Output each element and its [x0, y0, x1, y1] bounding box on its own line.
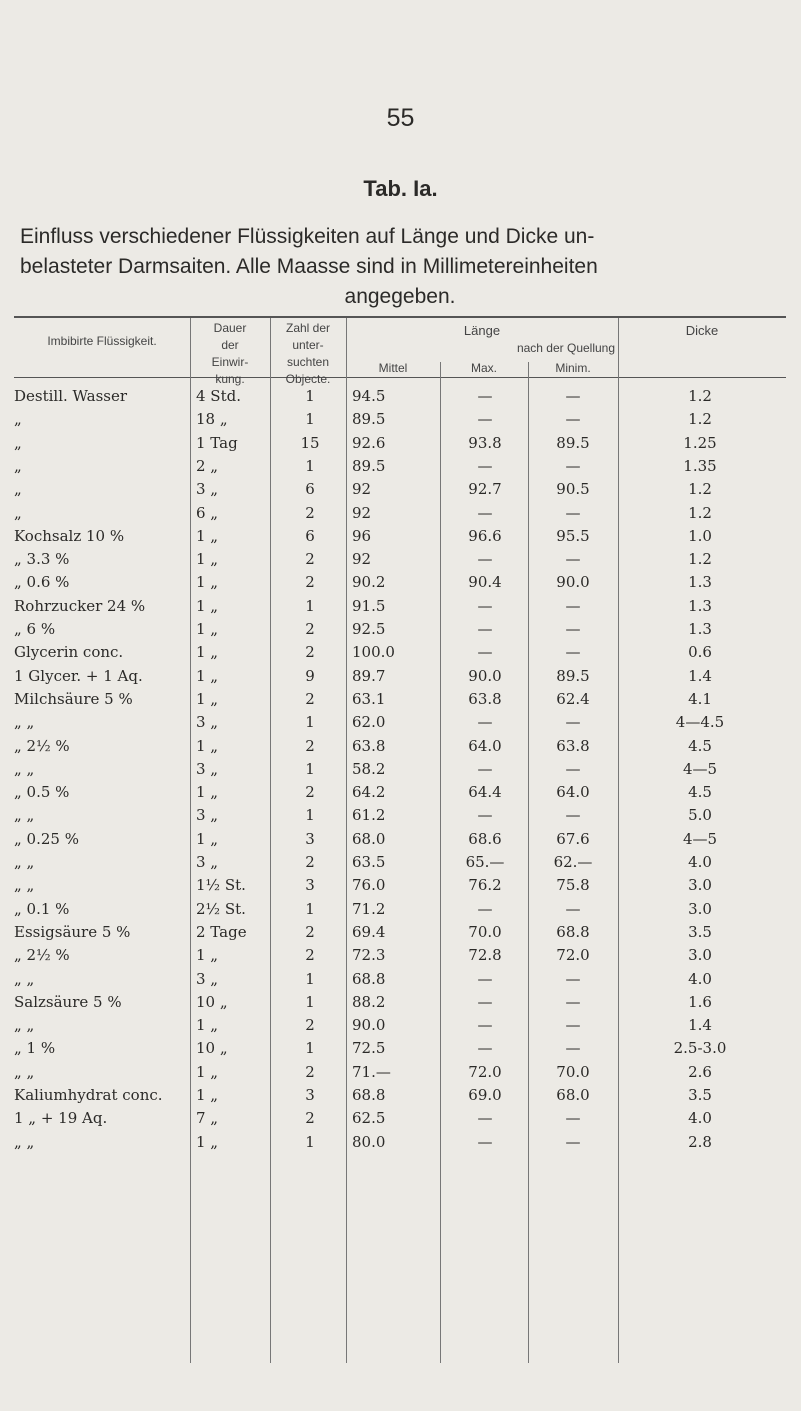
- cell-mean: 64.2: [352, 783, 386, 802]
- cell-count: 9: [305, 666, 315, 685]
- cell-max: 92.7: [468, 480, 502, 499]
- cell-count: 1: [305, 713, 315, 732]
- cell-thickness: 1.2: [688, 503, 712, 522]
- cell-fluid: Kochsalz 10 %: [14, 526, 125, 545]
- cell-duration: 1 „: [196, 1132, 219, 1151]
- header-mean: Mittel: [378, 361, 408, 375]
- cell-thickness: 4.5: [688, 783, 712, 802]
- cell-fluid: Rohrzucker 24 %: [14, 596, 146, 615]
- table-row: [0, 923, 801, 945]
- cell-thickness: 4—5: [682, 759, 718, 778]
- cell-max: —: [477, 456, 493, 475]
- cell-mean: 62.5: [352, 1109, 386, 1128]
- cell-fluid: „ 2½ %: [14, 946, 70, 965]
- cell-mean: 69.4: [352, 922, 386, 941]
- cell-duration: 1 „: [196, 946, 219, 965]
- cell-thickness: 3.0: [688, 899, 712, 918]
- header-min: Minim.: [555, 361, 591, 375]
- table-row: [0, 737, 801, 759]
- cell-min: 63.8: [556, 736, 590, 755]
- cell-min: —: [565, 969, 581, 988]
- cell-duration: 1 Tag: [196, 433, 238, 452]
- table-row: [0, 480, 801, 502]
- cell-max: 76.2: [468, 876, 502, 895]
- cell-count: 2: [305, 922, 315, 941]
- cell-fluid: 1 „ + 19 Aq.: [14, 1109, 108, 1128]
- cell-min: 90.5: [556, 480, 590, 499]
- cell-fluid: „ „: [14, 969, 35, 988]
- cell-mean: 76.0: [352, 876, 386, 895]
- cell-fluid: „ 0.1 %: [14, 899, 70, 918]
- cell-duration: 3 „: [196, 853, 219, 871]
- cell-min: —: [565, 456, 581, 475]
- header-count: [270, 320, 346, 388]
- cell-min: 72.0: [556, 946, 590, 965]
- cell-duration: 3 „: [196, 759, 219, 778]
- cell-fluid: „ 6 %: [14, 620, 56, 638]
- cell-count: 2: [305, 946, 315, 965]
- table-row: [0, 434, 801, 456]
- header-count-line: Objecte.: [285, 372, 331, 386]
- cell-thickness: 1.4: [688, 666, 712, 685]
- cell-count: 1: [305, 899, 315, 918]
- cell-mean: 92: [352, 503, 372, 522]
- cell-mean: 71.—: [352, 1062, 391, 1081]
- table-row: [0, 690, 801, 712]
- cell-min: —: [565, 899, 581, 918]
- cell-min: 89.5: [556, 666, 590, 685]
- table-row: [0, 1109, 801, 1131]
- cell-duration: 1 „: [196, 666, 219, 685]
- cell-fluid: Essigsäure 5 %: [14, 922, 131, 941]
- cell-count: 1: [305, 992, 315, 1011]
- cell-max: —: [477, 387, 493, 405]
- cell-mean: 88.2: [352, 992, 386, 1011]
- cell-count: 1: [305, 1039, 315, 1058]
- cell-duration: 10 „: [196, 1039, 228, 1058]
- cell-max: 72.0: [468, 1062, 502, 1081]
- cell-mean: 92.6: [352, 433, 386, 452]
- cell-fluid: Destill. Wasser: [14, 387, 128, 405]
- cell-duration: 1 „: [196, 783, 219, 802]
- cell-mean: 72.5: [352, 1039, 386, 1058]
- header-length: Länge: [463, 323, 501, 338]
- cell-min: 75.8: [556, 876, 590, 895]
- cell-thickness: 3.5: [688, 922, 712, 941]
- table-title: Tab. Ia.: [363, 176, 438, 201]
- cell-thickness: 3.5: [688, 1086, 712, 1104]
- cell-fluid: „ 1 %: [14, 1039, 56, 1058]
- cell-count: 2: [305, 620, 315, 638]
- cell-min: 62.4: [556, 689, 590, 708]
- cell-min: —: [565, 620, 581, 638]
- cell-max: —: [477, 550, 493, 569]
- table-row: [0, 550, 801, 572]
- header-count-line: Zahl der: [285, 321, 331, 335]
- cell-fluid: „ 0.5 %: [14, 783, 70, 802]
- cell-count: 1: [305, 1132, 315, 1151]
- cell-fluid: Glycerin conc.: [14, 643, 124, 662]
- cell-max: —: [477, 620, 493, 638]
- cell-min: 90.0: [556, 573, 590, 592]
- cell-fluid: „ 2½ %: [14, 736, 70, 755]
- cell-duration: 3 „: [196, 713, 219, 732]
- cell-min: —: [565, 503, 581, 522]
- cell-count: 2: [305, 689, 315, 708]
- table-row: [0, 527, 801, 549]
- cell-count: 15: [300, 433, 320, 452]
- cell-duration: 1 „: [196, 550, 219, 569]
- cell-max: —: [477, 1109, 493, 1128]
- cell-min: —: [565, 643, 581, 662]
- cell-duration: 7 „: [196, 1109, 219, 1128]
- cell-max: —: [477, 1039, 493, 1058]
- cell-min: 89.5: [556, 433, 590, 452]
- cell-count: 2: [305, 503, 315, 522]
- header-after-swelling: nach der Quellung: [516, 341, 616, 355]
- cell-max: 69.0: [468, 1086, 502, 1104]
- table-row: [0, 573, 801, 595]
- cell-count: 3: [305, 829, 315, 848]
- cell-fluid: „ „: [14, 759, 35, 778]
- cell-mean: 92.5: [352, 620, 386, 638]
- cell-min: —: [565, 806, 581, 825]
- cell-mean: 68.0: [352, 829, 386, 848]
- cell-fluid: „ „: [14, 713, 35, 732]
- cell-count: 1: [305, 456, 315, 475]
- header-duration-line: kung.: [215, 372, 245, 386]
- cell-min: 64.0: [556, 783, 590, 802]
- table-row: [0, 457, 801, 479]
- cell-thickness: 5.0: [688, 806, 712, 825]
- cell-mean: 68.8: [352, 1086, 386, 1104]
- cell-fluid: „ 0.6 %: [14, 573, 70, 592]
- cell-duration: 1 „: [196, 526, 219, 545]
- cell-thickness: 1.35: [683, 456, 717, 475]
- cell-mean: 63.5: [352, 853, 386, 871]
- table-row: [0, 504, 801, 526]
- cell-mean: 61.2: [352, 806, 386, 825]
- cell-thickness: 3.0: [688, 876, 712, 895]
- cell-thickness: 1.2: [688, 550, 712, 569]
- cell-fluid: „: [14, 456, 22, 475]
- cell-duration: 2 Tage: [196, 922, 247, 941]
- cell-duration: 1 „: [196, 620, 219, 638]
- cell-mean: 58.2: [352, 759, 386, 778]
- cell-thickness: 1.3: [688, 573, 712, 592]
- cell-max: —: [477, 410, 493, 429]
- cell-duration: 2 „: [196, 456, 219, 475]
- cell-mean: 62.0: [352, 713, 386, 732]
- cell-thickness: 0.6: [688, 643, 712, 662]
- cell-thickness: 1.2: [688, 480, 712, 499]
- cell-duration: 1 „: [196, 1016, 219, 1035]
- cell-thickness: 4.0: [688, 853, 712, 871]
- table-row: [0, 1086, 801, 1108]
- table-row: [0, 900, 801, 922]
- cell-duration: 18 „: [196, 410, 228, 429]
- cell-count: 2: [305, 1016, 315, 1035]
- header-count-line: unter-: [292, 338, 324, 352]
- table-row: [0, 760, 801, 782]
- cell-min: —: [565, 1016, 581, 1035]
- cell-max: 64.0: [468, 736, 502, 755]
- cell-duration: 1 „: [196, 596, 219, 615]
- cell-min: 70.0: [556, 1062, 590, 1081]
- cell-duration: 1 „: [196, 689, 219, 708]
- cell-max: 96.6: [468, 526, 502, 545]
- table-row: [0, 643, 801, 665]
- cell-thickness: 1.6: [688, 992, 712, 1011]
- cell-max: 72.8: [468, 946, 502, 965]
- cell-duration: 1 „: [196, 736, 219, 755]
- cell-fluid: „ „: [14, 1016, 35, 1035]
- cell-max: —: [477, 1016, 493, 1035]
- cell-fluid: „ „: [14, 1062, 35, 1081]
- cell-duration: 10 „: [196, 992, 228, 1011]
- table-row: [0, 783, 801, 805]
- table-row: [0, 970, 801, 992]
- cell-mean: 90.2: [352, 573, 386, 592]
- cell-fluid: „ 3.3 %: [14, 550, 70, 569]
- cell-thickness: 1.3: [688, 620, 712, 638]
- cell-count: 1: [305, 410, 315, 429]
- table-row: [0, 993, 801, 1015]
- cell-thickness: 1.0: [688, 526, 712, 545]
- page-number: 55: [386, 104, 415, 132]
- cell-min: —: [565, 596, 581, 615]
- header-duration-line: Dauer: [213, 321, 247, 335]
- cell-fluid: „ „: [14, 806, 35, 825]
- cell-duration: 3 „: [196, 480, 219, 499]
- cell-count: 1: [305, 759, 315, 778]
- cell-fluid: „: [14, 410, 22, 429]
- caption-line-1: Einfluss verschiedener Flüssigkeiten auf Länge und Dicke un-: [20, 225, 595, 248]
- cell-min: 62.—: [553, 853, 593, 871]
- cell-thickness: 1.4: [688, 1016, 712, 1035]
- cell-min: —: [565, 713, 581, 732]
- cell-max: —: [477, 969, 493, 988]
- table-caption: [20, 222, 780, 312]
- cell-max: —: [477, 503, 493, 522]
- cell-min: 95.5: [556, 526, 590, 545]
- cell-count: 2: [305, 853, 315, 871]
- header-duration: [190, 320, 270, 388]
- cell-fluid: „: [14, 433, 22, 452]
- cell-duration: 1 „: [196, 1062, 219, 1081]
- cell-thickness: 4—4.5: [675, 713, 725, 732]
- table-row: [0, 410, 801, 432]
- cell-mean: 92: [352, 550, 372, 569]
- cell-thickness: 4.5: [688, 736, 712, 755]
- table-row: [0, 1133, 801, 1155]
- cell-duration: 1 „: [196, 643, 219, 662]
- cell-max: —: [477, 806, 493, 825]
- cell-count: 1: [305, 806, 315, 825]
- cell-count: 2: [305, 783, 315, 802]
- cell-min: —: [565, 1132, 581, 1151]
- cell-duration: 1 „: [196, 1086, 219, 1104]
- cell-count: 3: [305, 876, 315, 895]
- cell-min: —: [565, 410, 581, 429]
- table-row: [0, 1016, 801, 1038]
- cell-min: 67.6: [556, 829, 590, 848]
- cell-count: 2: [305, 573, 315, 592]
- cell-mean: 80.0: [352, 1132, 386, 1151]
- table-row: [0, 853, 801, 875]
- cell-duration: 6 „: [196, 503, 219, 522]
- cell-min: 68.0: [556, 1086, 590, 1104]
- table-row: [0, 876, 801, 898]
- cell-min: 68.8: [556, 922, 590, 941]
- cell-thickness: 1.25: [683, 433, 717, 452]
- cell-thickness: 2.8: [688, 1132, 712, 1151]
- cell-max: 70.0: [468, 922, 502, 941]
- cell-duration: 2½ St.: [196, 899, 246, 918]
- cell-max: —: [477, 713, 493, 732]
- cell-max: 64.4: [468, 783, 502, 802]
- cell-thickness: 2.5-3.0: [673, 1039, 727, 1058]
- cell-min: —: [565, 1109, 581, 1128]
- table-row: [0, 1039, 801, 1061]
- cell-mean: 89.5: [352, 456, 386, 475]
- cell-max: 93.8: [468, 433, 502, 452]
- cell-max: —: [477, 759, 493, 778]
- cell-mean: 96: [352, 526, 372, 545]
- table-row: [0, 946, 801, 968]
- cell-mean: 89.5: [352, 410, 386, 429]
- cell-mean: 92: [352, 480, 372, 499]
- cell-fluid: Kaliumhydrat conc.: [14, 1086, 163, 1104]
- cell-duration: 1 „: [196, 829, 219, 848]
- cell-mean: 94.5: [352, 387, 386, 405]
- cell-thickness: 4—5: [682, 829, 718, 848]
- cell-count: 3: [305, 1086, 315, 1104]
- cell-duration: 3 „: [196, 969, 219, 988]
- cell-max: 90.0: [468, 666, 502, 685]
- table-row: [0, 806, 801, 828]
- cell-mean: 63.1: [352, 689, 386, 708]
- cell-fluid: „ „: [14, 853, 35, 871]
- cell-count: 2: [305, 1109, 315, 1128]
- table-row: [0, 667, 801, 689]
- cell-mean: 91.5: [352, 596, 386, 615]
- header-fluid: Imbibirte Flüssigkeit.: [47, 334, 157, 348]
- cell-thickness: 4.0: [688, 969, 712, 988]
- cell-fluid: „: [14, 503, 22, 522]
- cell-count: 2: [305, 550, 315, 569]
- table-row: [0, 620, 801, 642]
- cell-min: —: [565, 992, 581, 1011]
- cell-mean: 63.8: [352, 736, 386, 755]
- cell-fluid: „ „: [14, 1132, 35, 1151]
- cell-max: —: [477, 899, 493, 918]
- cell-mean: 72.3: [352, 946, 386, 965]
- cell-min: —: [565, 550, 581, 569]
- cell-max: 90.4: [468, 573, 502, 592]
- cell-thickness: 1.2: [688, 387, 712, 405]
- table-row: [0, 387, 801, 409]
- cell-max: 63.8: [468, 689, 502, 708]
- cell-mean: 68.8: [352, 969, 386, 988]
- cell-mean: 89.7: [352, 666, 386, 685]
- cell-thickness: 4.1: [688, 689, 712, 708]
- header-count-line: suchten: [286, 355, 330, 369]
- cell-fluid: „ „: [14, 876, 35, 895]
- cell-fluid: „: [14, 480, 22, 499]
- cell-count: 1: [305, 596, 315, 615]
- caption-line-2: belasteter Darmsaiten. Alle Maasse sind in Millimetereinheiten: [20, 255, 598, 278]
- cell-max: 68.6: [468, 829, 502, 848]
- cell-thickness: 3.0: [688, 946, 712, 965]
- cell-max: —: [477, 596, 493, 615]
- cell-duration: 1½ St.: [196, 876, 246, 895]
- cell-min: —: [565, 1039, 581, 1058]
- table-top-rule: [14, 316, 786, 318]
- table-row: [0, 713, 801, 735]
- cell-thickness: 4.0: [688, 1109, 712, 1128]
- cell-count: 6: [305, 526, 315, 545]
- cell-count: 1: [305, 969, 315, 988]
- cell-thickness: 1.3: [688, 596, 712, 615]
- cell-mean: 71.2: [352, 899, 386, 918]
- caption-line-3: angegeben.: [344, 285, 456, 308]
- cell-duration: 1 „: [196, 573, 219, 592]
- cell-max: —: [477, 992, 493, 1011]
- cell-count: 2: [305, 736, 315, 755]
- table-row: [0, 597, 801, 619]
- cell-thickness: 2.6: [688, 1062, 712, 1081]
- cell-count: 2: [305, 1062, 315, 1081]
- cell-mean: 90.0: [352, 1016, 386, 1035]
- cell-count: 1: [305, 387, 315, 405]
- cell-duration: 3 „: [196, 806, 219, 825]
- cell-count: 6: [305, 480, 315, 499]
- header-max: Max.: [470, 361, 497, 375]
- cell-fluid: Salzsäure 5 %: [14, 992, 122, 1011]
- cell-min: —: [565, 387, 581, 405]
- header-duration-line: Einwir-: [211, 355, 249, 369]
- cell-max: —: [477, 1132, 493, 1151]
- cell-fluid: 1 Glycer. + 1 Aq.: [14, 666, 143, 685]
- cell-fluid: Milchsäure 5 %: [14, 689, 133, 708]
- table-row: [0, 1063, 801, 1085]
- table-header-rule: [14, 377, 786, 378]
- cell-mean: 100.0: [352, 643, 395, 662]
- cell-count: 2: [305, 643, 315, 662]
- cell-min: —: [565, 759, 581, 778]
- cell-fluid: „ 0.25 %: [14, 829, 79, 848]
- header-thickness: Dicke: [685, 323, 719, 338]
- cell-duration: 4 Std.: [196, 387, 241, 405]
- cell-thickness: 1.2: [688, 410, 712, 429]
- table-row: [0, 830, 801, 852]
- cell-max: —: [477, 643, 493, 662]
- header-duration-line: der: [221, 338, 239, 352]
- cell-max: 65.—: [465, 853, 505, 871]
